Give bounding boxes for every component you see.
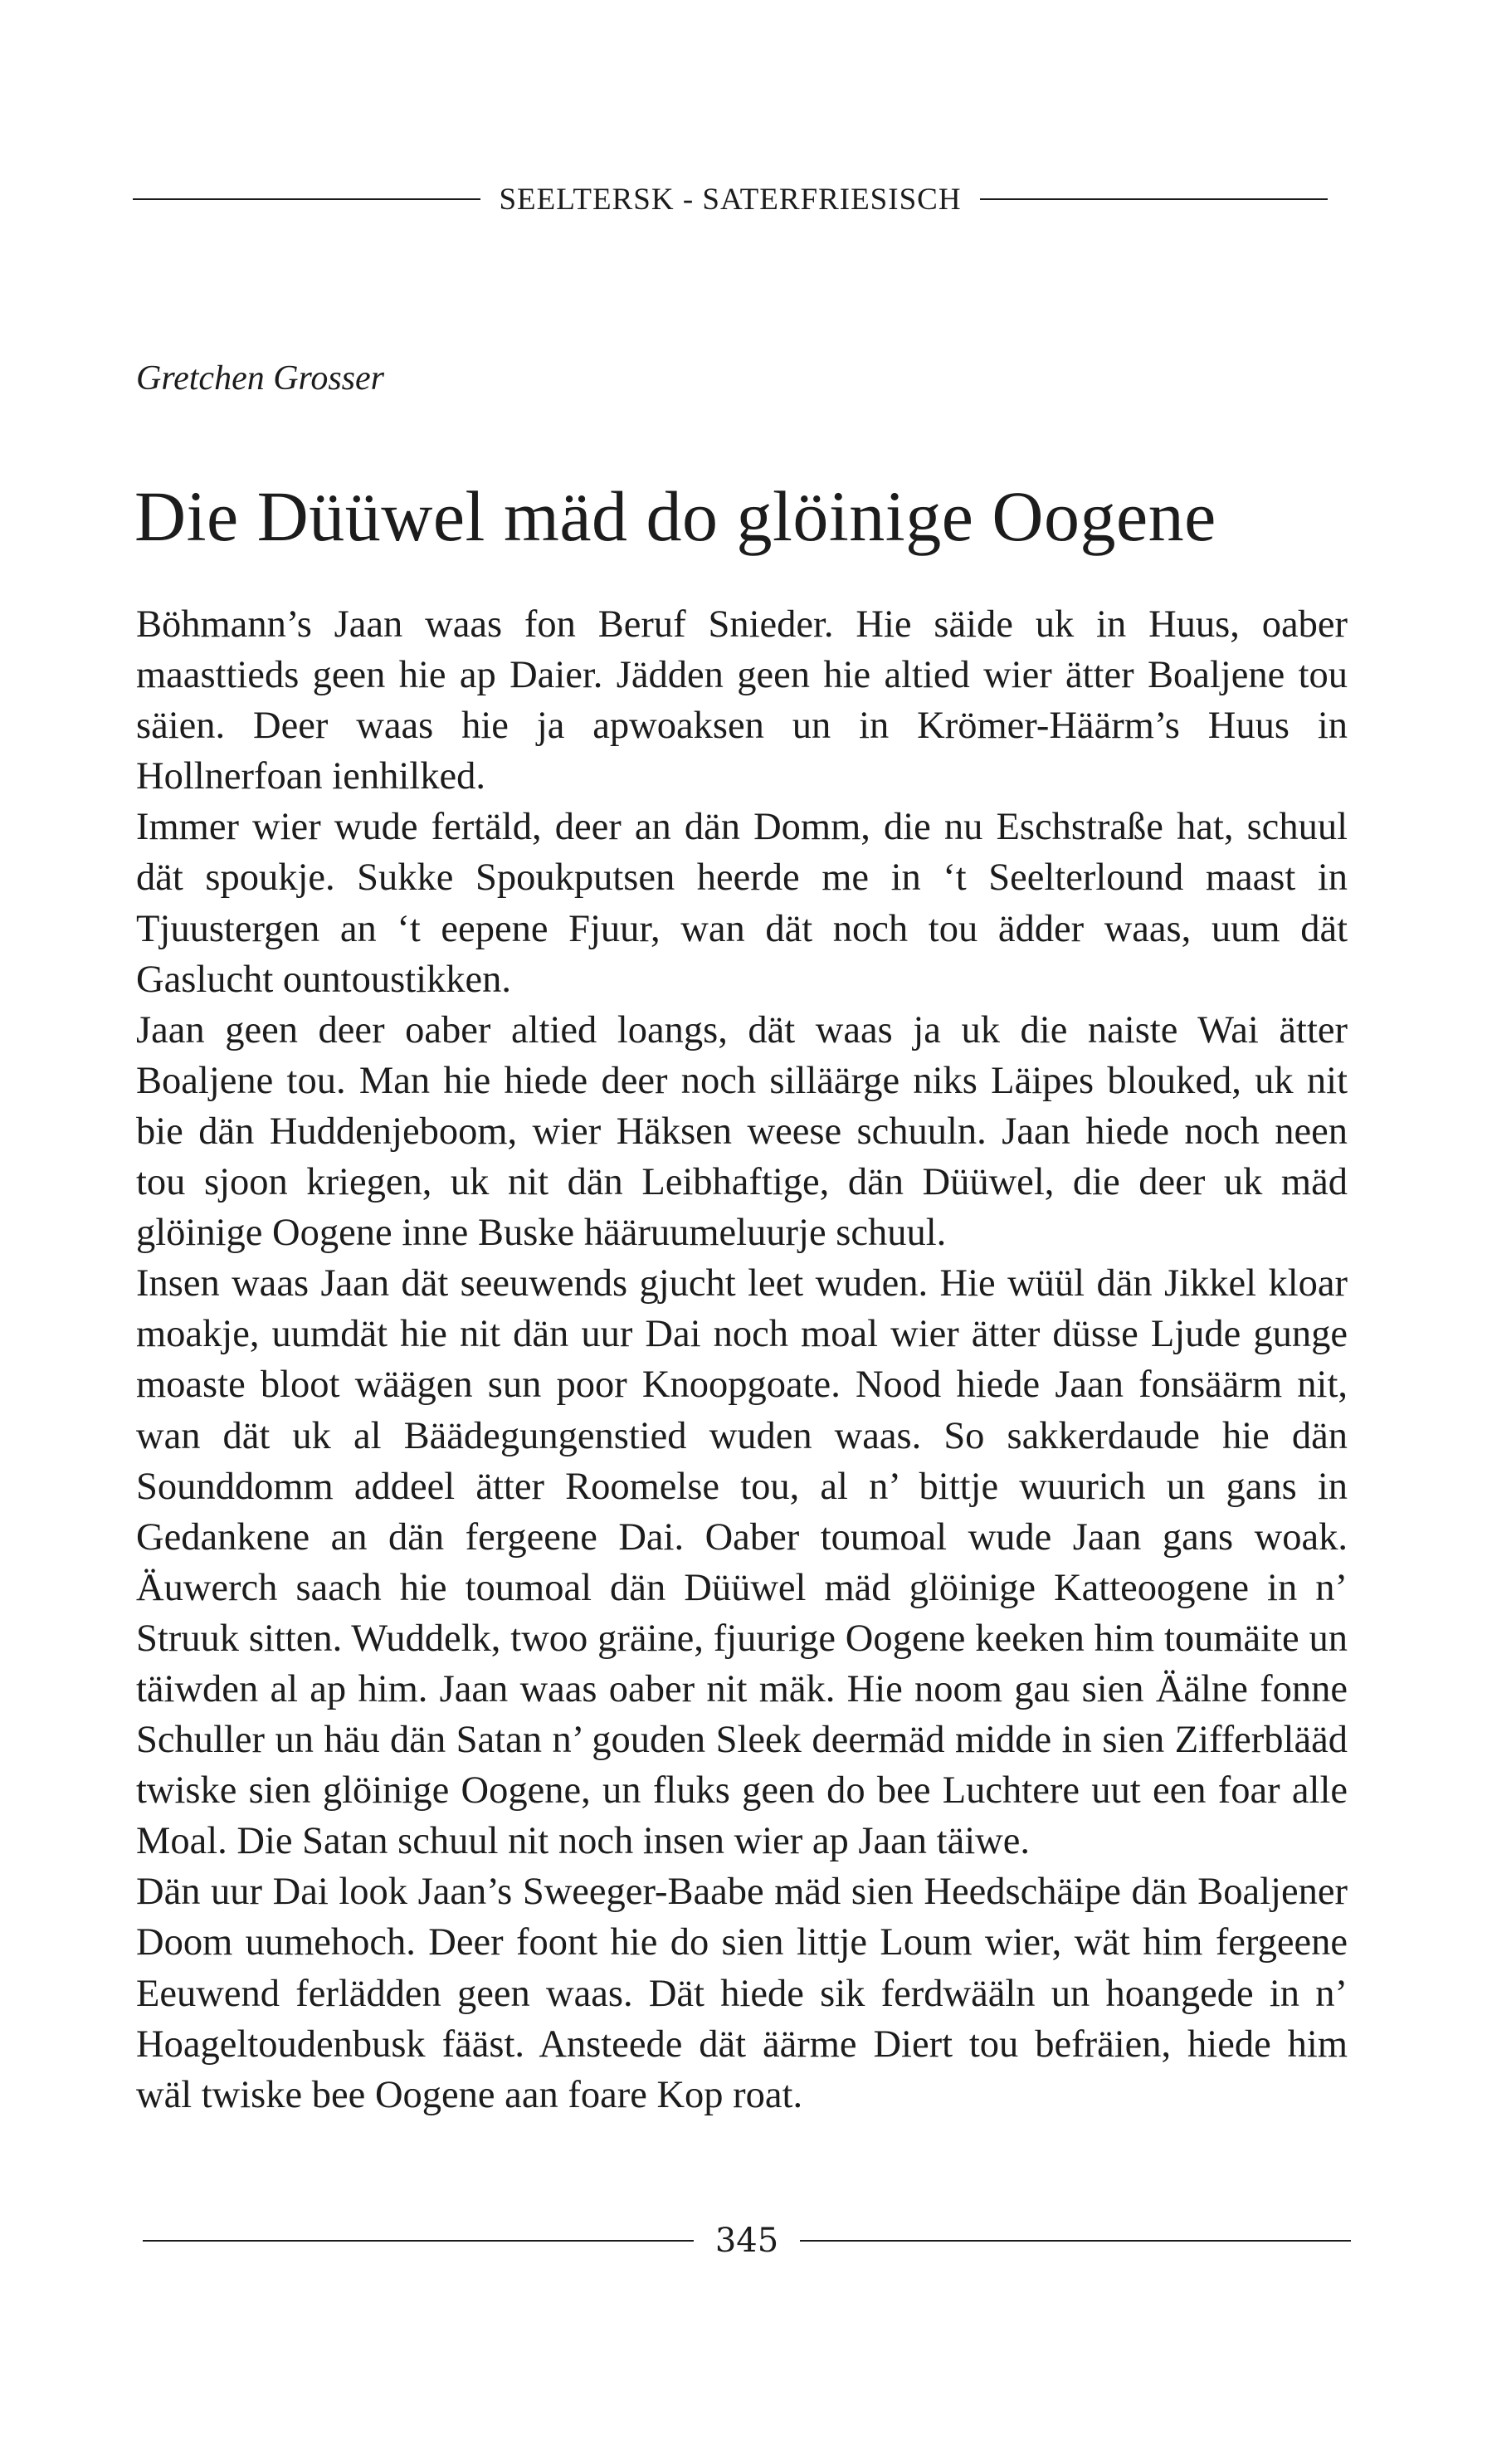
- paragraph: Jaan geen deer oaber altied loangs, dät waas ja uk die naiste Wai ätter Boaljene tou. Man hie hiede deer noch silläärge niks Läipes blouked, uk nit bie dän Huddenjeboom, wier Häksen weese schuuln. Jaan hiede noch neen tou sjoon kriegen, uk nit dän Leibhaftige, dän Düüwel, die deer uk mäd glöinige Oogene inne Buske hääruumeluurje schuul.: [136, 1008, 1348, 1255]
- footer-rule-right: [800, 2240, 1351, 2242]
- paragraph: Böhmann’s Jaan waas fon Beruf Snieder. Hie säide uk in Huus, oaber maasttieds geen hie ap Daier. Jädden geen hie altied wier ätter Boaljene tou säien. Deer waas hie ja apwoaksen un in Krömer-Häärm’s Huus in Hollnerfoan ienhilked.: [136, 603, 1348, 798]
- article-body: [136, 599, 1348, 2120]
- header-rule-left: [133, 198, 480, 200]
- paragraph: Immer wier wude fertäld, deer an dän Domm, die nu Eschstraße hat, schuul dät spoukje. Sukke Spoukputsen heerde me in ‘t Seelterlound maast in Tjuustergen an ‘t eepene Fjuur, wan dät noch tou ädder waas, uum dät Gaslucht ountoustikken.: [136, 806, 1348, 1001]
- running-title: SEELTERSK - SATERFRIESISCH: [499, 182, 962, 217]
- header-rule-right: [980, 198, 1328, 200]
- paragraph: Insen waas Jaan dät seeuwends gjucht leet wuden. Hie wüül dän Jikkel kloar moakje, uumdät hie nit dän uur Dai noch moal wier ätter düsse Ljude gunge moaste bloot wäägen sun poor Knoopgoate. Nood hiede Jaan fonsäärm nit, wan dät uk al Bäädegungenstied wuden waas. So sakkerdaude hie dän Sounddomm addeel ätter Roomelse tou, al n’ bittje wuurich un gans in Gedankene an dän fergeene Dai. Oaber toumoal wude Jaan gans woak. Äuwerch saach hie toumoal dän Düüwel mäd glöinige Katteoogene in n’ Struuk sitten. Wuddelk, twoo gräine, fjuurige Oogene keeken him toumäite un täiwden al ap him. Jaan waas oaber nit mäk. Hie noom gau sien Äälne fonne Schuller un häu dän Satan n’ gouden Sleek deermäd midde in sien Zifferblääd twiske sien glöinige Oogene, un fluks geen do bee Luchtere uut een foar alle Moal. Die Satan schuul nit noch insen wier ap Jaan täiwe.: [136, 1262, 1348, 1863]
- page-footer: [143, 2216, 1351, 2266]
- article-title: Die Düüwel mäd do glöinige Oogene: [134, 476, 1216, 556]
- paragraph: Dän uur Dai look Jaan’s Sweeger-Baabe mäd sien Heedschäipe dän Boaljener Doom uumehoch. Deer foont hie do sien littje Loum wier, wät him fergeene Eeuwend ferlädden geen waas. Dät hiede sik ferdwääln un hoangede in n’ Hoageltoudenbusk fääst. Ansteede dät äärme Diert tou befräien, hiede him wäl twiske bee Oogene aan foare Kop roat.: [136, 1871, 1348, 2116]
- running-header: [133, 176, 1328, 222]
- author-name: Gretchen Grosser: [136, 359, 385, 398]
- footer-rule-left: [143, 2240, 694, 2242]
- page-number: 345: [714, 2222, 779, 2260]
